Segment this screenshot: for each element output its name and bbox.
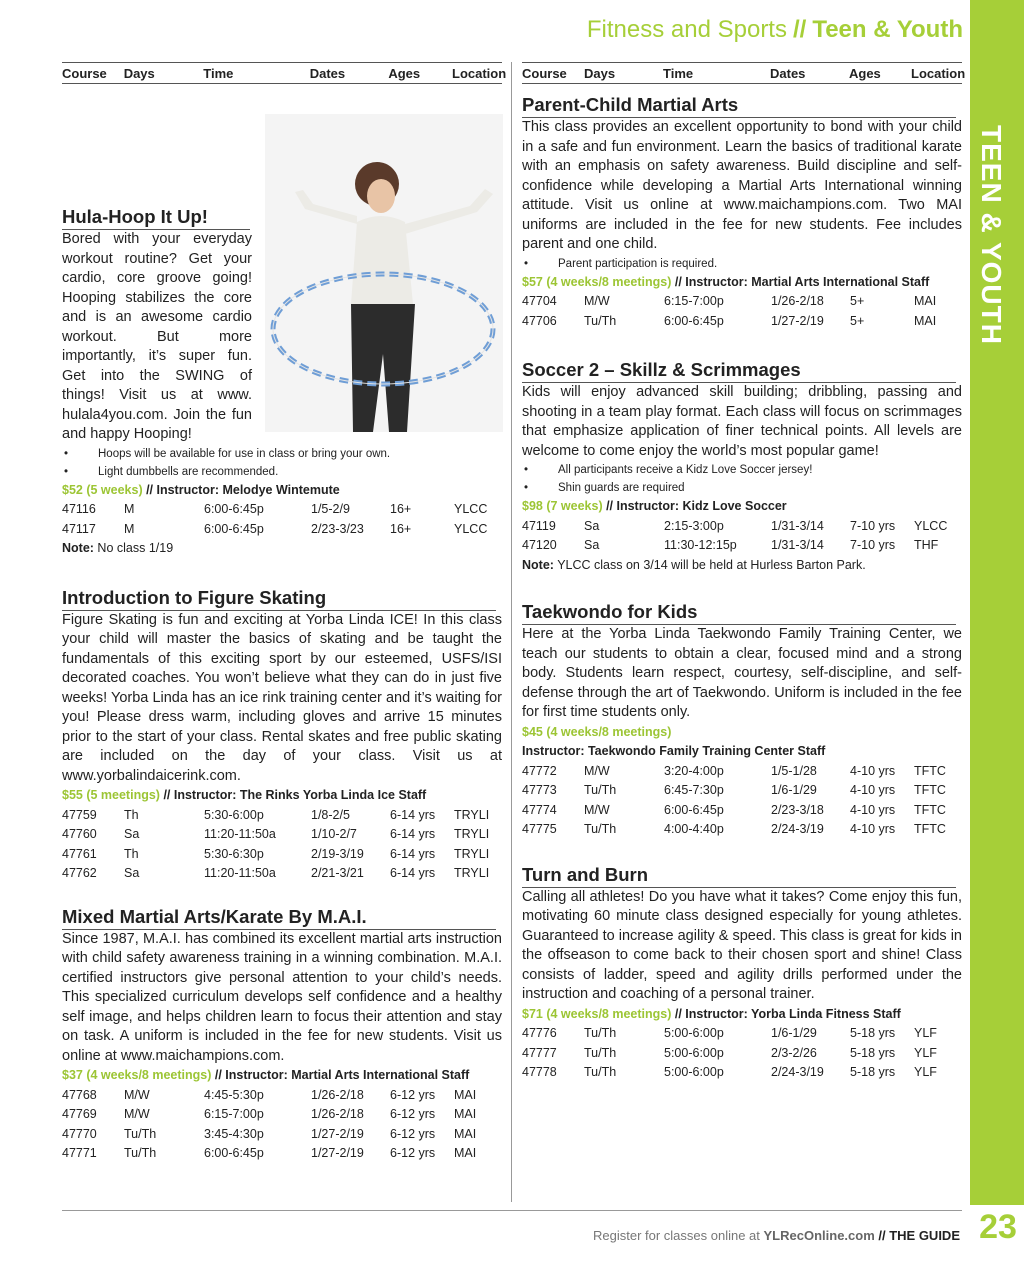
dates: 1/27-2/19 bbox=[311, 1146, 364, 1160]
days: Th bbox=[124, 807, 139, 822]
col-course: Course bbox=[62, 66, 107, 81]
days: M/W bbox=[584, 294, 610, 308]
table-row bbox=[522, 820, 962, 840]
time: 6:00-6:45p bbox=[204, 502, 264, 516]
ages: 6-12 yrs bbox=[390, 1126, 436, 1141]
col-ages: Ages bbox=[849, 66, 881, 81]
days: M/W bbox=[584, 802, 610, 817]
dates: 2/3-2/26 bbox=[771, 1045, 817, 1060]
course-number: 47770 bbox=[62, 1126, 97, 1141]
time: 3:45-4:30p bbox=[204, 1126, 264, 1141]
note-label: Note: bbox=[62, 541, 94, 555]
location: TRYLI bbox=[454, 846, 490, 861]
price: $52 (5 weeks) bbox=[62, 482, 143, 497]
ages: 6-14 yrs bbox=[390, 866, 436, 880]
ages: 4-10 yrs bbox=[850, 783, 896, 797]
hula-hoop-photo bbox=[265, 114, 503, 432]
fee-line bbox=[522, 723, 962, 743]
days: Sa bbox=[584, 538, 600, 552]
table-row bbox=[62, 1086, 502, 1106]
time: 6:00-6:45p bbox=[204, 1146, 264, 1160]
course-number: 47119 bbox=[522, 518, 556, 533]
dates: 1/26-2/18 bbox=[311, 1107, 364, 1121]
course-note bbox=[62, 539, 502, 559]
course-mma bbox=[62, 906, 502, 1164]
fee-line bbox=[62, 786, 502, 806]
days: M bbox=[124, 521, 135, 536]
ages: 16+ bbox=[390, 521, 412, 536]
days: M/W bbox=[124, 1107, 150, 1121]
course-number: 47776 bbox=[522, 1026, 557, 1040]
course-parent-child bbox=[522, 94, 962, 331]
location: YLCC bbox=[914, 518, 948, 533]
course-description: Bored with your everyday workout routine? Get your cardio, core groove going! Hooping stabilizes the core and is an awesome cardio workout. But more importantly, it’s super fun. Get into the SWING of things! Visit us at www. hulala4you.com. Join the fun and happy Hooping! bbox=[62, 231, 252, 442]
page-header bbox=[520, 16, 963, 44]
ages: 5+ bbox=[850, 294, 865, 308]
price: $55 (5 meetings) bbox=[62, 788, 160, 802]
days: Tu/Th bbox=[584, 313, 617, 328]
instructor: Instructor: Taekwondo Family Training Center Staff bbox=[522, 744, 826, 758]
location: YLCC bbox=[454, 521, 488, 536]
fee-line bbox=[62, 481, 502, 501]
location: YLF bbox=[914, 1045, 937, 1060]
ages: 6-14 yrs bbox=[390, 846, 436, 861]
dates: 1/5-1/28 bbox=[771, 763, 817, 778]
col-location: Location bbox=[452, 66, 507, 81]
location: YLF bbox=[914, 1026, 937, 1040]
time: 4:45-5:30p bbox=[204, 1087, 264, 1102]
ages: 7-10 yrs bbox=[850, 538, 896, 552]
ages: 6-12 yrs bbox=[390, 1146, 436, 1160]
course-number: 47706 bbox=[522, 313, 557, 328]
dates: 2/21-3/21 bbox=[311, 866, 364, 880]
ages: 6-12 yrs bbox=[390, 1087, 436, 1102]
dates: 1/10-2/7 bbox=[311, 827, 357, 841]
price: $37 (4 weeks/8 meetings) bbox=[62, 1068, 212, 1082]
ages: 5-18 yrs bbox=[850, 1026, 896, 1040]
course-number: 47116 bbox=[62, 502, 96, 516]
time: 5:00-6:00p bbox=[664, 1026, 724, 1040]
location: MAI bbox=[914, 313, 937, 328]
course-title: Introduction to Figure Skating bbox=[62, 587, 496, 611]
col-days: Days bbox=[584, 66, 616, 81]
table-row bbox=[62, 864, 502, 884]
time: 6:15-7:00p bbox=[204, 1107, 264, 1121]
days: Tu/Th bbox=[584, 1026, 617, 1040]
time: 11:20-11:50a bbox=[204, 827, 276, 841]
price: $57 (4 weeks/8 meetings) bbox=[522, 274, 672, 289]
col-course: Course bbox=[522, 66, 567, 81]
ages: 5-18 yrs bbox=[850, 1065, 896, 1079]
table-row bbox=[522, 781, 962, 801]
table-row bbox=[522, 762, 962, 782]
days: Tu/Th bbox=[584, 1045, 617, 1060]
course-number: 47769 bbox=[62, 1107, 97, 1121]
note-label: Note: bbox=[522, 557, 554, 572]
course-turn-and-burn bbox=[522, 864, 962, 1083]
time: 11:30-12:15p bbox=[664, 538, 737, 552]
table-row bbox=[522, 1063, 962, 1083]
course-number: 47761 bbox=[62, 846, 97, 861]
days: M bbox=[124, 502, 135, 516]
table-row bbox=[62, 1105, 502, 1125]
time: 2:15-3:00p bbox=[664, 518, 724, 533]
bullet-item: • All participants receive a Kidz Love Soccer jersey! bbox=[522, 461, 962, 479]
bullet-item: • Hoops will be available for use in class or bring your own. bbox=[62, 445, 502, 463]
days: Tu/Th bbox=[124, 1146, 157, 1160]
days: Tu/Th bbox=[584, 783, 617, 797]
days: Sa bbox=[584, 518, 600, 533]
dates: 2/24-3/19 bbox=[771, 1065, 824, 1079]
table-row bbox=[522, 312, 962, 332]
col-days: Days bbox=[123, 66, 155, 81]
ages: 5+ bbox=[850, 313, 865, 328]
instructor: // Instructor: Melodye Wintemute bbox=[142, 482, 340, 497]
footer-rule bbox=[62, 1210, 962, 1211]
course-description: Figure Skating is fun and exciting at Yorba Linda ICE! In this class your child will master the basics of skating and be taught the fundamentals of this exciting sport by our esteemed, USFS/ISI decorated coaches. You won’t believe what they can do in just five weeks! Yorba Linda has an ice rink training center and it’s waiting for you! Please dress warm, including gloves and arrive 15 minutes prior to the start of your class. Rental skates and free public skating are included on the day of your class. Visit us at www.yorbalindaicerink.com. bbox=[62, 611, 502, 784]
time: 6:15-7:00p bbox=[664, 294, 724, 308]
price: $98 (7 weeks) bbox=[522, 499, 603, 513]
location: TRYLI bbox=[454, 807, 490, 822]
location: TRYLI bbox=[454, 827, 490, 841]
fee-line bbox=[62, 1066, 502, 1086]
course-soccer bbox=[522, 359, 962, 575]
course-title: Hula-Hoop It Up! bbox=[62, 206, 250, 230]
course-number: 47120 bbox=[522, 538, 557, 552]
course-number: 47778 bbox=[522, 1065, 557, 1079]
section-title: Fitness and Sports bbox=[586, 16, 787, 43]
instructor: // Instructor: Kidz Love Soccer bbox=[602, 499, 787, 513]
price: $45 (4 weeks/8 meetings) bbox=[522, 724, 672, 739]
bullet-item: • Shin guards are required bbox=[522, 479, 962, 497]
column-header bbox=[522, 62, 966, 84]
course-note bbox=[522, 556, 962, 576]
location: MAI bbox=[454, 1126, 477, 1141]
time: 3:20-4:00p bbox=[664, 763, 724, 778]
ages: 6-12 yrs bbox=[390, 1107, 436, 1121]
time: 5:30-6:30p bbox=[204, 846, 264, 861]
time: 11:20-11:50a bbox=[204, 866, 276, 880]
time: 5:00-6:00p bbox=[664, 1065, 724, 1079]
ages: 4-10 yrs bbox=[850, 802, 896, 817]
section-tab bbox=[970, 0, 1024, 1205]
dates: 1/8-2/5 bbox=[311, 807, 350, 822]
note-text: YLCC class on 3/14 will be held at Hurless Barton Park. bbox=[553, 557, 866, 572]
col-location: Location bbox=[911, 66, 966, 81]
page-number: 23 bbox=[979, 1208, 1017, 1246]
table-row bbox=[62, 806, 502, 826]
table-row bbox=[522, 292, 962, 312]
days: Tu/Th bbox=[584, 1065, 617, 1079]
dates: 1/27-2/19 bbox=[771, 313, 824, 328]
ages: 16+ bbox=[390, 502, 412, 516]
dates: 1/31-3/14 bbox=[771, 518, 824, 533]
column-divider bbox=[511, 62, 512, 1202]
ages: 5-18 yrs bbox=[850, 1045, 896, 1060]
dates: 2/19-3/19 bbox=[311, 846, 364, 861]
dates: 1/5-2/9 bbox=[311, 502, 350, 516]
course-number: 47117 bbox=[62, 521, 96, 536]
location: MAI bbox=[454, 1107, 477, 1121]
footer-text bbox=[520, 1228, 960, 1243]
dates: 1/31-3/14 bbox=[771, 538, 824, 552]
course-title: Parent-Child Martial Arts bbox=[522, 94, 956, 118]
course-number: 47774 bbox=[522, 802, 557, 817]
ages: 4-10 yrs bbox=[850, 822, 896, 836]
course-description: Since 1987, M.A.I. has combined its excellent martial arts instruction with child safety awareness training in a winning combination. M.A.I. certified instructors give personal attention to your child’s needs. This specialized curriculum develops self confidence and a healthy self image, and helps children learn to focus their attention and stay on task. A uniform is included in the fee for new students. Visit us online at www.maichampions.com. bbox=[62, 930, 502, 1064]
location: MAI bbox=[454, 1087, 477, 1102]
right-column bbox=[522, 62, 966, 1083]
time: 6:00-6:45p bbox=[204, 521, 264, 536]
course-title: Mixed Martial Arts/Karate By M.A.I. bbox=[62, 906, 496, 930]
ages: 7-10 yrs bbox=[850, 518, 896, 533]
course-number: 47704 bbox=[522, 294, 557, 308]
course-description: Calling all athletes! Do you have what it takes? Come enjoy this fun, motivating 60 minute class designed especially for young athletes. Guaranteed to increase agility & speed. This class is great for kids in the offseason to come back to their chosen sport and shine! Class consists of ladder, speed and agility drills performed under the instruction and coaching of a personal trainer. bbox=[522, 888, 962, 1002]
days: Sa bbox=[124, 866, 140, 880]
course-description: This class provides an excellent opportunity to bond with your child in a safe and fun environment. Learn the basics of traditional karate with an emphasis on safety awareness. Build discipline and self-confidence while developing a Martial Arts International winning attitude. Visit us online at www.maichampions.com. Two MAI uniforms are included in the fee for new students. Fee includes parent and one child. bbox=[522, 119, 962, 252]
days: Sa bbox=[124, 827, 140, 841]
course-skating bbox=[62, 587, 502, 884]
table-row bbox=[62, 825, 502, 845]
dates: 1/26-2/18 bbox=[771, 294, 824, 308]
instructor: // Instructor: Yorba Linda Fitness Staff bbox=[671, 1006, 901, 1021]
footer-prefix: Register for classes online at bbox=[592, 1228, 764, 1243]
days: M/W bbox=[584, 763, 610, 778]
dates: 1/26-2/18 bbox=[311, 1087, 364, 1102]
course-description: Kids will enjoy advanced skill building; dribbling, passing and shooting in a team play format. Each class will focus on scrimmages that emphasize application of finer technical points. All levels are welcome to come enjoy the world’s most popular game! bbox=[522, 384, 962, 459]
table-row bbox=[62, 1144, 502, 1164]
price: $71 (4 weeks/8 meetings) bbox=[522, 1006, 672, 1021]
course-taekwondo bbox=[522, 601, 962, 840]
location: TFTC bbox=[914, 763, 946, 778]
location: MAI bbox=[454, 1146, 477, 1160]
course-number: 47760 bbox=[62, 827, 97, 841]
time: 5:30-6:00p bbox=[204, 807, 264, 822]
section-tab-label: TEEN & YOUTH bbox=[976, 125, 1007, 345]
header-separator: // bbox=[792, 16, 807, 43]
col-time: Time bbox=[203, 66, 234, 81]
col-ages: Ages bbox=[388, 66, 421, 81]
course-title: Turn and Burn bbox=[522, 864, 956, 888]
table-row bbox=[522, 536, 962, 556]
days: M/W bbox=[124, 1087, 150, 1102]
days: Tu/Th bbox=[584, 822, 617, 836]
guide-label: // THE GUIDE bbox=[874, 1228, 960, 1243]
course-number: 47773 bbox=[522, 783, 557, 797]
location: TFTC bbox=[914, 822, 946, 836]
location: TRYLI bbox=[454, 866, 490, 880]
column-header bbox=[62, 62, 507, 84]
bullet-item: • Light dumbbells are recommended. bbox=[62, 463, 502, 481]
table-row bbox=[522, 1044, 962, 1064]
table-row bbox=[522, 1024, 962, 1044]
ages: 6-14 yrs bbox=[390, 807, 436, 822]
course-number: 47775 bbox=[522, 822, 557, 836]
time: 5:00-6:00p bbox=[664, 1045, 724, 1060]
dates: 2/24-3/19 bbox=[771, 822, 824, 836]
dates: 1/27-2/19 bbox=[311, 1126, 364, 1141]
instructor: // Instructor: The Rinks Yorba Linda Ice Staff bbox=[159, 788, 427, 802]
location: YLF bbox=[914, 1065, 937, 1079]
course-number: 47768 bbox=[62, 1087, 97, 1102]
time: 6:00-6:45p bbox=[664, 313, 724, 328]
days: Th bbox=[124, 846, 139, 861]
time: 6:45-7:30p bbox=[664, 783, 724, 797]
days: Tu/Th bbox=[124, 1126, 157, 1141]
col-dates: Dates bbox=[770, 66, 806, 81]
location: MAI bbox=[914, 294, 937, 308]
col-time: Time bbox=[663, 66, 694, 81]
location: TFTC bbox=[914, 783, 946, 797]
fee-line bbox=[522, 273, 962, 293]
course-number: 47772 bbox=[522, 763, 557, 778]
course-hula bbox=[62, 84, 502, 559]
course-title: Taekwondo for Kids bbox=[522, 601, 956, 625]
course-number: 47762 bbox=[62, 866, 97, 880]
table-row bbox=[522, 517, 962, 537]
fee-line bbox=[522, 1005, 962, 1025]
instructor: // Instructor: Martial Arts International Staff bbox=[671, 274, 930, 289]
instructor: // Instructor: Martial Arts International Staff bbox=[211, 1068, 470, 1082]
left-column bbox=[62, 62, 507, 1164]
location: TFTC bbox=[914, 802, 946, 817]
fee-line bbox=[522, 497, 962, 517]
course-number: 47771 bbox=[62, 1146, 97, 1160]
time: 6:00-6:45p bbox=[664, 802, 724, 817]
course-number: 47759 bbox=[62, 807, 97, 822]
table-row bbox=[62, 845, 502, 865]
note-text: No class 1/19 bbox=[93, 541, 174, 555]
ages: 4-10 yrs bbox=[850, 763, 896, 778]
table-row bbox=[522, 801, 962, 821]
table-row bbox=[62, 520, 502, 540]
ages: 6-14 yrs bbox=[390, 827, 436, 841]
website-link[interactable]: YLRecOnline.com bbox=[763, 1228, 875, 1243]
col-dates: Dates bbox=[309, 66, 346, 81]
location: THF bbox=[914, 538, 939, 552]
dates: 2/23-3/23 bbox=[311, 521, 364, 536]
table-row bbox=[62, 500, 502, 520]
course-title: Soccer 2 – Skillz & Scrimmages bbox=[522, 359, 956, 383]
course-description: Here at the Yorba Linda Taekwondo Family Training Center, we teach our students to obtain a clear, focused mind and a strong body. Students learn respect, courtesy, self-discipline, and self-defense through the art of Taekwondo. Uniform is included in the fee for first time students only. bbox=[522, 626, 962, 720]
bullet-item: • Parent participation is required. bbox=[522, 255, 962, 273]
course-number: 47777 bbox=[522, 1045, 557, 1060]
subsection-title: Teen & Youth bbox=[812, 16, 963, 43]
dates: 2/23-3/18 bbox=[771, 802, 824, 817]
dates: 1/6-1/29 bbox=[771, 783, 817, 797]
time: 4:00-4:40p bbox=[664, 822, 724, 836]
location: YLCC bbox=[454, 502, 488, 516]
dates: 1/6-1/29 bbox=[771, 1026, 817, 1040]
table-row bbox=[62, 1125, 502, 1145]
